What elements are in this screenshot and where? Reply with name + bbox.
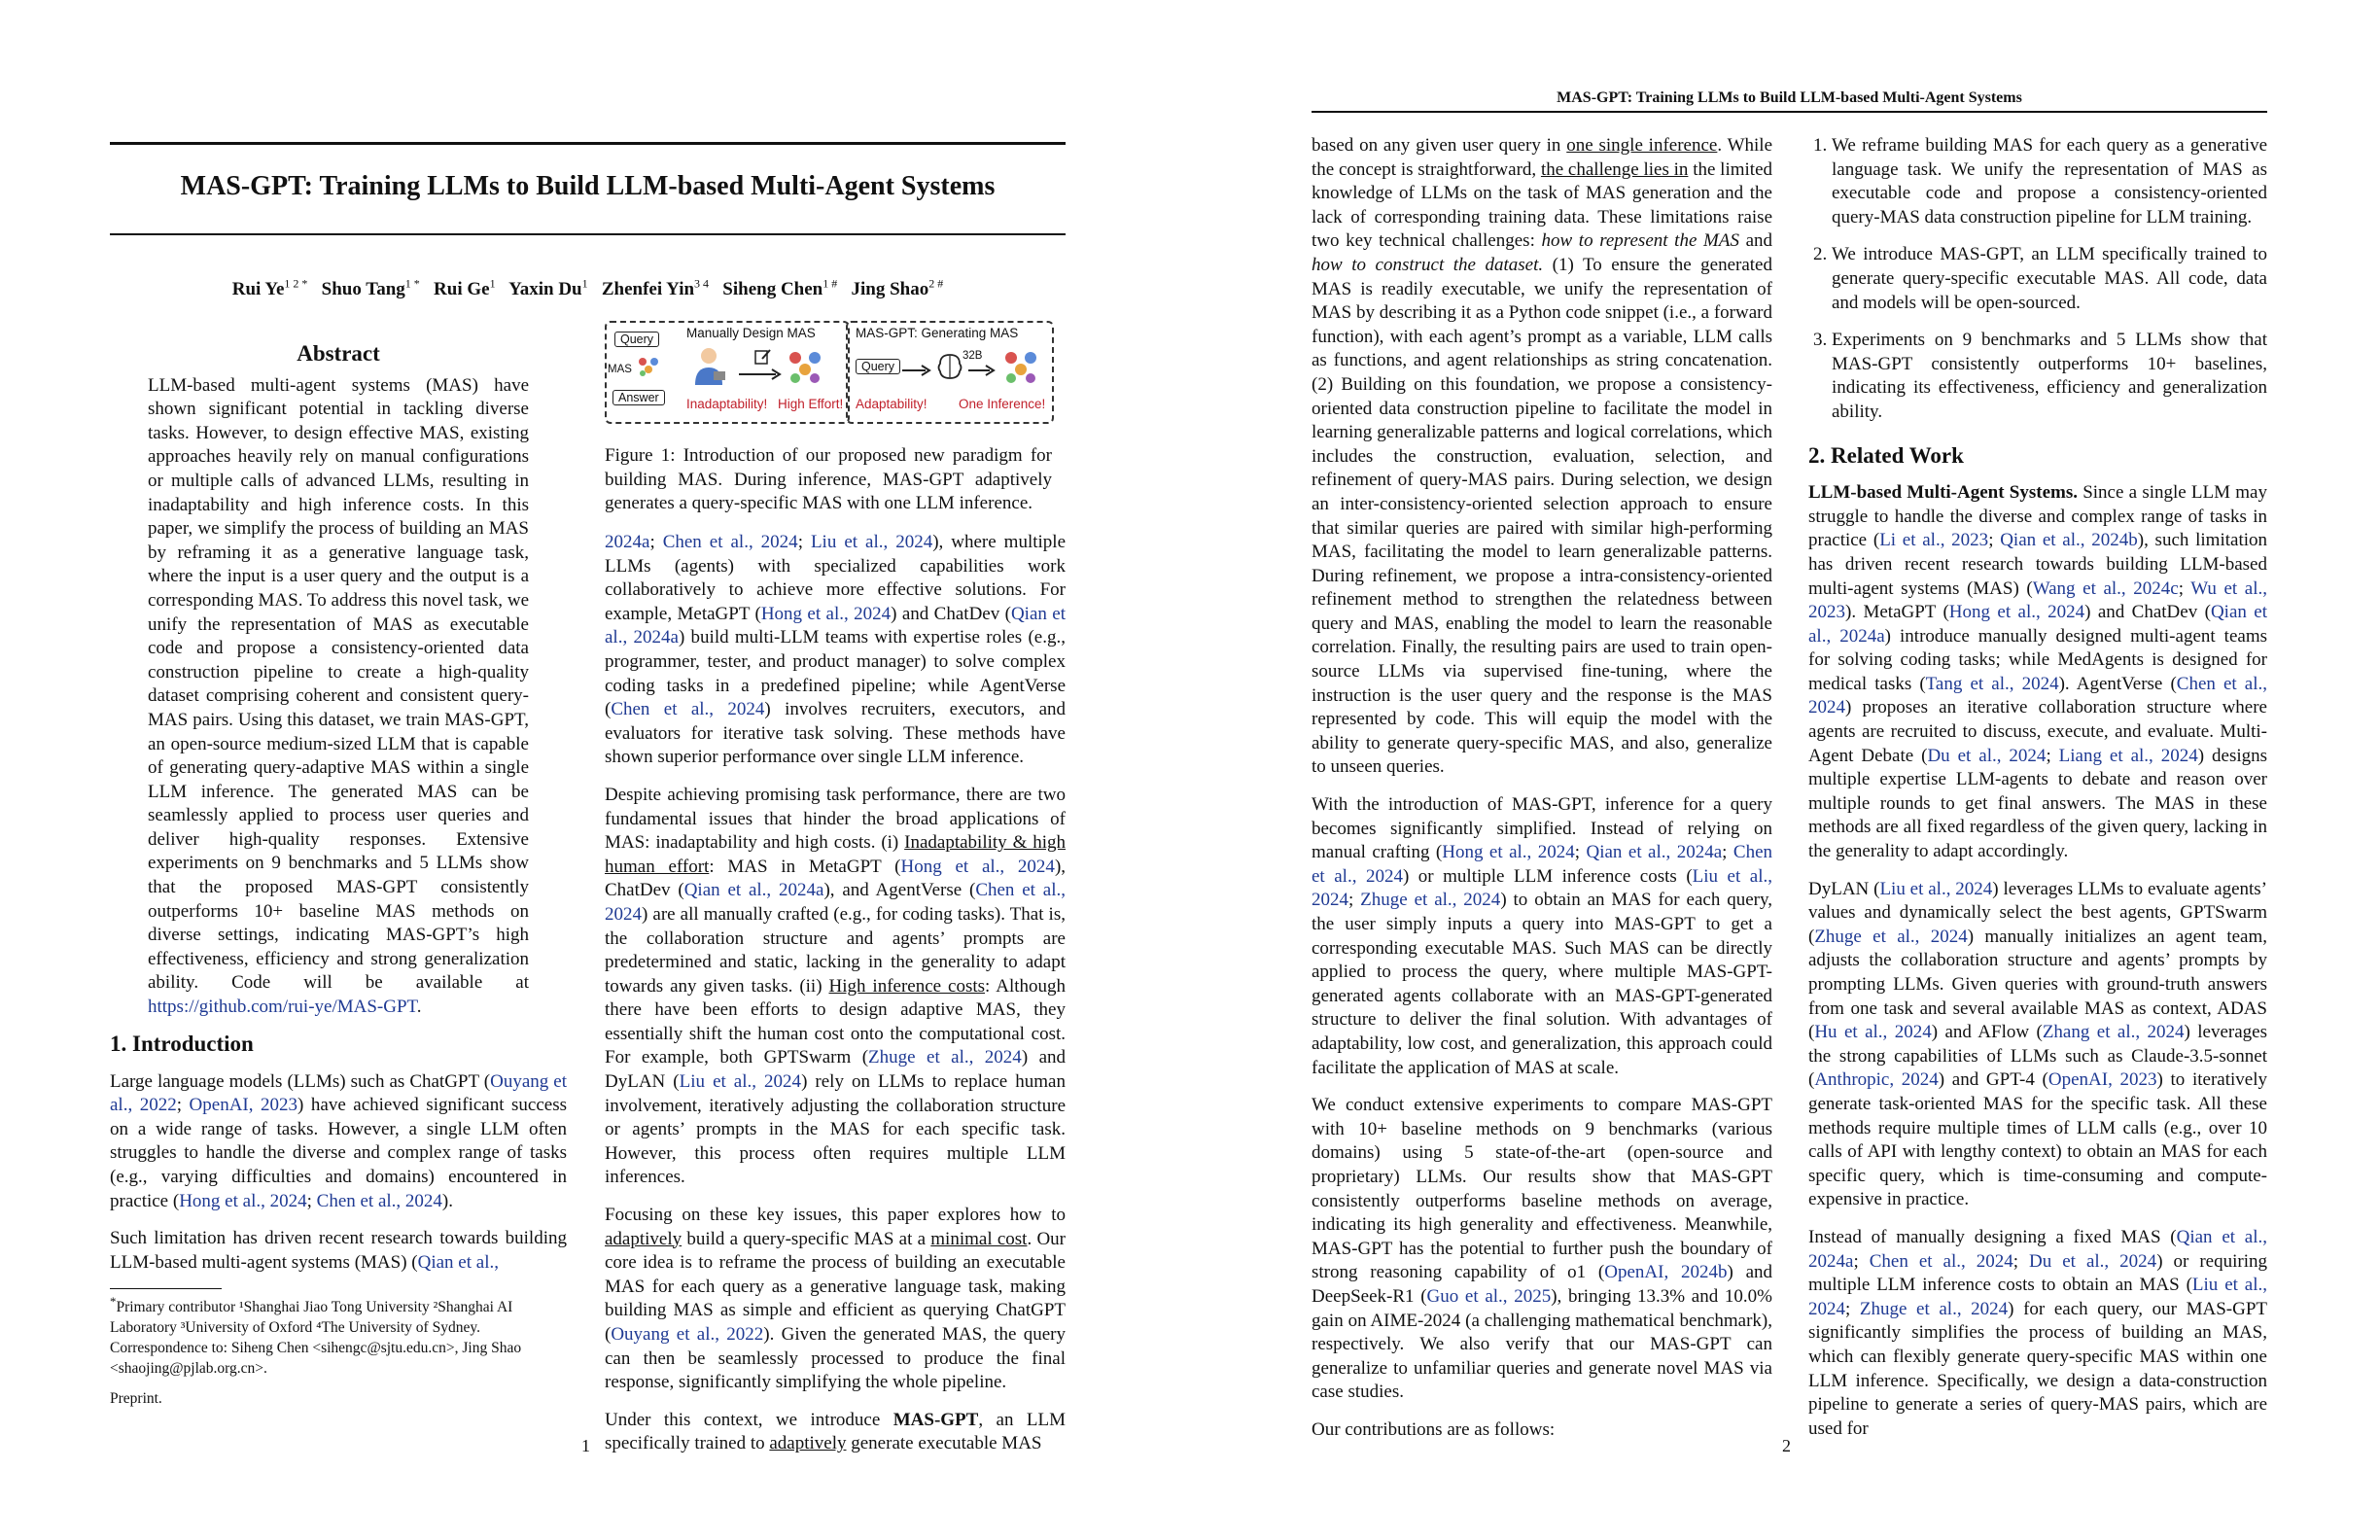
- citation[interactable]: Hong et al., 2024: [179, 1190, 307, 1211]
- page2-left-column: [1312, 134, 1772, 1455]
- list-item: 3. Experiments on 9 benchmarks and 5 LLMs show that MAS-GPT consistently outperforms 10+ baselines, indicating its effectiveness, efficiency and generalization ability.: [1832, 329, 2267, 424]
- body-paragraph: LLM-based Multi-Agent Systems. Since a single LLM may struggle to handle the diverse and complex range of tasks in practice (Li et al., 2023; Qian et al., 2024b), such limitation has driven recent research towards building LLM-based multi-agent systems (MAS) (Wang et al., 2024c; Wu et al., 2023). MetaGPT (Hong et al., 2024) and ChatDev (Qian et al., 2024a) introduce manually designed multi-agent teams for solving coding tasks; while MedAgents is designed for medical tasks (Tang et al., 2024). AgentVerse (Chen et al., 2024) proposes an iterative collaboration structure where agents are recruited to discuss, execute, and evaluate. Multi-Agent Debate (Du et al., 2024; Liang et al., 2024) designs multiple expertise LLM-agents to debate and reason over multiple rounds to get final answers. The MAS in these methods are all fixed regardless of the given query, lacking in the generality to adapt accordingly.: [1808, 482, 2268, 862]
- citation[interactable]: Zhuge et al., 2024: [1859, 1298, 2009, 1319]
- citation[interactable]: Liang et al., 2024: [2058, 745, 2198, 766]
- arrow-icon: [968, 364, 996, 381]
- author: Rui Ge$^1$: [434, 277, 496, 300]
- citation[interactable]: Du et al., 2024: [1927, 745, 2047, 766]
- citation[interactable]: Qian et al., 2024a: [1586, 842, 1723, 863]
- citation[interactable]: Guo et al., 2025: [1426, 1285, 1552, 1307]
- list-item: 1. We reframe building MAS for each query as a generative language task. We unify the representation of MAS as executable code and propose a consistency-oriented query-MAS data construction pipeline for LLM training.: [1832, 134, 2267, 229]
- citation[interactable]: Liu et al., 2024: [1808, 1275, 2268, 1319]
- citation[interactable]: Liu et al., 2024: [1879, 878, 1993, 899]
- author: Jing Shao$^{2 \#}$: [851, 277, 944, 300]
- citation[interactable]: Hong et al., 2024: [760, 603, 892, 624]
- figure-model-size: 32B: [962, 350, 983, 362]
- citation[interactable]: Chen et al., 2024: [605, 880, 1066, 925]
- citation[interactable]: Qian et al., 2024a: [1808, 1226, 2268, 1272]
- citation[interactable]: OpenAI, 2023: [189, 1095, 298, 1116]
- body-paragraph: Under this context, we introduce MAS-GPT, an LLM specifically trained to adaptively generate executable MAS: [605, 1409, 1066, 1454]
- body-paragraph: We conduct extensive experiments to compare MAS-GPT with 10+ baseline methods on 9 benchmarks (various domains) using 5 state-of-the-art (open-source and proprietary) LLMs. Our results show that MAS-GPT consistently outperforms baseline methods on average, indicating its high generality and effectiveness. Meanwhile, MAS-GPT has the potential to further push the boundary of strong reasoning capability of o1 (OpenAI, 2024b) and DeepSeek-R1 (Guo et al., 2025), bringing 13.3% and 10.0% gain on AIME-2024 (a challenging mathematical benchmark), respectively. We also verify that our MAS-GPT can generalize to unfamiliar queries and generate novel MAS via case studies.: [1312, 1095, 1773, 1403]
- citation[interactable]: Zhuge et al., 2024: [868, 1047, 1022, 1068]
- page1-right-column: [605, 531, 1066, 1470]
- citation[interactable]: Ouyang et al., 2022: [611, 1324, 764, 1345]
- figure-gpt-title: MAS-GPT: Generating MAS: [856, 326, 1019, 340]
- figure-answer-box: Answer: [612, 390, 665, 405]
- citation[interactable]: Tang et al., 2024: [1925, 673, 2059, 694]
- citation[interactable]: Hong et al., 2024: [1948, 602, 2085, 623]
- citation[interactable]: Du et al., 2024: [2029, 1250, 2157, 1272]
- citation[interactable]: Qian et al., 2024b: [2000, 530, 2138, 551]
- figure-caption: Figure 1: Introduction of our proposed new paradigm for building MAS. During inference, MAS-GPT adaptively generates a query-specific MAS with one LLM inference.: [605, 445, 1052, 514]
- body-paragraph: DyLAN (Liu et al., 2024) leverages LLMs to evaluate agents’ values and dynamically select the best agents, GPTSwarm (Zhuge et al., 2024) manually initializes an agent team, adjusts the collaboration structure and agents’ prompts by prompting LLMs. Given queries with ground-truth answers from one task and several available MAS as context, ADAS (Hu et al., 2024) and AFlow (Zhang et al., 2024) leverages the strong capabilities of LLMs such as Claude-3.5-sonnet (Anthropic, 2024) and GPT-4 (OpenAI, 2023) to iteratively generate task-oriented MAS for the specific task. All these methods require multiple times of LLM calls (e.g., over 10 calls of API with lengthy context) to obtain an MAS for each specific query, which is time-consuming and compute-expensive in practice.: [1808, 878, 2268, 1210]
- agents-icon: [637, 356, 660, 382]
- body-paragraph: Instead of manually designing a fixed MAS (Qian et al., 2024a; Chen et al., 2024; Du et al., 2024) or requiring multiple LLM inference costs to obtain an MAS (Liu et al., 2024; Zhuge et al., 2024) for each query, our MAS-GPT significantly simplifies the process of building an MAS, which can flexibly generate query-specific MAS within one LLM inference. Specifically, we design a data-construction pipeline to generate a series of query-MAS pairs, which are used for: [1808, 1226, 2268, 1439]
- author: Yaxin Du$^1$: [508, 277, 588, 300]
- author: Siheng Chen$^{1 \#}$: [722, 277, 838, 300]
- citation[interactable]: Chen et al., 2024: [662, 532, 798, 552]
- citation[interactable]: 2024a: [605, 532, 650, 552]
- citation[interactable]: Hong et al., 2024: [1442, 842, 1575, 863]
- citation[interactable]: Chen et al., 2024: [611, 699, 765, 720]
- body-paragraph: based on any given user query in one single inference. While the concept is straightforward, the challenge lies in the limited knowledge of LLMs on the task of MAS generation and the lack of corresponding training data. These limitations raise two key technical challenges: how to represent the MAS and how to construct the dataset. (1) To ensure the generated MAS is readily executable, we unify the representation of MAS by describing it as a Python code snippet (i.e., a forward function), with each agent’s prompt as a variable, LLM calls as functions, and agent relationships as string concatenation. (2) Building on this foundation, we propose a consistency-oriented data construction pipeline to facilitate the model in learning generalizable patterns and logical correlations, which includes the construction, evaluation, selection, and refinement of query-MAS pairs. During selection, we design an inter-consistency-oriented selection approach to ensure that similar queries are paired with similar high-performing MAS, facilitating the model to learn generalizable patterns. During refinement, we propose a intra-consistency-oriented refinement method to strengthen the relatedness between query and MAS, enabling the model to learn the reasonable correlation. Finally, the resulting pairs are used to train open-source LLMs via supervised fine-tuning, where the instruction is the user query and the response is the MAS represented by code. This will equip the model with the ability to generate query-specific MAS, and also, generalize to unseen queries.: [1312, 135, 1773, 778]
- arrow-icon: [739, 368, 782, 385]
- citation[interactable]: Liu et al., 2024: [679, 1071, 802, 1093]
- figure-one-inference: One Inference!: [959, 397, 1046, 411]
- abstract: [148, 342, 529, 1033]
- agents-icon: [1001, 350, 1040, 390]
- preprint-label: Preprint.: [110, 1390, 162, 1407]
- agents-icon: [786, 350, 824, 390]
- citation[interactable]: Zhang et al., 2024: [2042, 1022, 2185, 1043]
- contributions-list: [1808, 134, 2267, 425]
- abstract-body: LLM-based multi-agent systems (MAS) have shown significant potential in tackling diverse tasks. However, to design effective MAS, existing approaches heavily rely on manual configurations or multiple calls of advanced LLMs, resulting in inadaptability and high inference costs. In this paper, we simplify the process of building an MAS by reframing it as a generative language task, where the input is a user query and the output is a corresponding MAS. To address this novel task, we unify the representation of MAS as executable code and propose a consistency-oriented data construction pipeline to create a high-quality dataset comprising coherent and consistent query-MAS pairs. Using this dataset, we train MAS-GPT, an open-source medium-sized LLM that is capable of generating query-adaptive MAS within a single LLM inference. The generated MAS can be seamlessly applied to process user queries and deliver high-quality responses. Extensive experiments on 9 benchmarks and 5 LLMs show that the proposed MAS-GPT consistently outperforms 10+ baseline MAS methods on diverse settings, indicating MAS-GPT’s high effectiveness, efficiency and strong generalization ability. Code will be available at https://github.com/rui-ye/MAS-GPT.: [148, 374, 529, 1018]
- abstract-heading: Abstract: [297, 341, 380, 366]
- author: Rui $Ye^{1 2 *}$: [231, 277, 308, 300]
- title-top-rule: [110, 142, 1066, 145]
- related-work-heading: 2. Related Work: [1808, 442, 1964, 468]
- citation[interactable]: Hu et al., 2024: [1814, 1022, 1932, 1043]
- footnote-rule: [110, 1288, 222, 1289]
- citation[interactable]: Chen et al., 2024: [1808, 673, 2268, 718]
- body-paragraph: 2024a; Chen et al., 2024; Liu et al., 2024), where multiple LLMs (agents) with specialized capabilities work collaboratively to achieve more effective solutions. For example, MetaGPT (Hong et al., 2024) and ChatDev (Qian et al., 2024a) build multi-LLM teams with expertise roles (e.g., programmer, tester, and product manager) to solve complex coding tasks in a predefined pipeline; while AgentVerse (Chen et al., 2024) involves recruiters, executors, and evaluators for iterative task solving. These methods have shown superior performance over single LLM inference.: [605, 532, 1067, 768]
- citation[interactable]: Chen et al., 2024: [1312, 842, 1772, 887]
- citation[interactable]: Chen et al., 2024: [316, 1190, 442, 1211]
- citation[interactable]: Wu et al., 2023: [1808, 578, 2267, 623]
- citation[interactable]: Qian et al.,: [417, 1251, 499, 1273]
- intro-heading: 1. Introduction: [110, 1032, 254, 1056]
- citation[interactable]: Chen et al., 2024: [1869, 1250, 2013, 1272]
- citation[interactable]: OpenAI, 2023: [2048, 1069, 2157, 1091]
- body-paragraph: Our contributions are as follows:: [1312, 1418, 1556, 1440]
- author: Zhenfei Yin$^{3 4}$: [601, 277, 710, 300]
- footnote: *Primary contributor ¹Shanghai Jiao Tong University ²Shanghai AI Laboratory ³University of Oxford ⁴The University of Sydney. Correspondence to: Siheng Chen <sihengc@sjtu.edu.cn>, Jing Shao <shaojing@pjlab.org.cn>.: [110, 1294, 522, 1378]
- citation[interactable]: Zhuge et al., 2024: [1360, 890, 1501, 911]
- citation[interactable]: Hong et al., 2024: [900, 856, 1055, 877]
- running-head-rule: [1312, 111, 2267, 113]
- intro-paragraph: Such limitation has driven recent research towards building LLM-based multi-agent systems (MAS) (Qian et al.,: [110, 1228, 567, 1273]
- page2-right-column: [1808, 134, 2267, 1454]
- citation[interactable]: Wang et al., 2024c: [2032, 578, 2179, 599]
- citation[interactable]: Qian et al., 2024a: [1808, 602, 2267, 647]
- figure-manual-title: Manually Design MAS: [686, 326, 816, 340]
- body-paragraph: Despite achieving promising task performance, there are two fundamental issues that hinder the broad applications of MAS: inadaptability and high costs. (i) Inadaptability & high human effort: MAS in MetaGPT (Hong et al., 2024), ChatDev (Qian et al., 2024a), and AgentVerse (Chen et al., 2024) are all manually crafted (e.g., for coding tasks). That is, the collaboration structure and agents’ prompts are predetermined and static, lacking in the generality to adapt towards any given tasks. (ii) High inference costs: Although there have been efforts to design adaptive MAS, they essentially shift the human cost onto the computational cost. For example, both GPTSwarm (Zhuge et al., 2024) and DyLAN (Liu et al., 2024) rely on LLMs to replace human involvement, iteratively adjusting the collaboration structure or agents’ prompts in the MAS for each specific task. However, this process often requires multiple LLM inferences.: [605, 784, 1067, 1188]
- list-item: 2. We introduce MAS-GPT, an LLM specifically trained to generate query-specific executable MAS. All code, data and models will be open-sourced.: [1832, 243, 2267, 315]
- figure-high-effort: High Effort!: [778, 397, 844, 411]
- paper-title: MAS-GPT: Training LLMs to Build LLM-based Multi-Agent Systems: [180, 171, 996, 201]
- running-head: MAS-GPT: Training LLMs to Build LLM-based Multi-Agent Systems: [1557, 89, 2022, 106]
- figure-mas-label: MAS: [608, 364, 632, 375]
- figure-query-box: Query: [614, 332, 659, 347]
- arrow-icon: [902, 364, 931, 381]
- citation[interactable]: Qian et al., 2024a: [683, 880, 824, 901]
- citation[interactable]: Qian et al., 2024a: [605, 603, 1066, 648]
- body-paragraph: With the introduction of MAS-GPT, inference for a query becomes significantly simplified. Instead of relying on manual crafting (Hong et al., 2024; Qian et al., 2024a; Chen et al., 2024) or multiple LLM inference costs (Liu et al., 2024; Zhuge et al., 2024) to obtain an MAS for each query, the user simply inputs a query into MAS-GPT to get a corresponding executable MAS. Such MAS can be directly applied to process the query, where multiple MAS-GPT-generated agents collaborate with an MAS-GPT-generated structure to deliver the final solution. With advantages of adaptability, low cost, and generalization, this approach could facilitate the application of MAS at scale.: [1312, 794, 1772, 1078]
- figure-inadaptability: Inadaptability!: [686, 397, 768, 411]
- citation[interactable]: OpenAI, 2024b: [1604, 1262, 1728, 1283]
- citation[interactable]: Liu et al., 2024: [1312, 865, 1772, 911]
- figure-gpt-query-box: Query: [856, 359, 900, 374]
- page-number: 1: [581, 1436, 590, 1455]
- citation[interactable]: Ouyang et al., 2022: [110, 1070, 567, 1116]
- citation[interactable]: Anthropic, 2024: [1814, 1069, 1939, 1091]
- author-list: [110, 277, 1066, 300]
- citation[interactable]: Liu et al., 2024: [810, 532, 933, 552]
- author: Shuo Tang$^{1 *}$: [321, 277, 420, 300]
- person-icon: [692, 346, 725, 390]
- page-number: 2: [1782, 1436, 1791, 1455]
- intro-column: [110, 1032, 567, 1288]
- citation[interactable]: Li et al., 2023: [1879, 530, 1989, 551]
- body-paragraph: Focusing on these key issues, this paper explores how to adaptively build a query-specific MAS at a minimal cost. Our core idea is to reframe the process of building an executable MAS for each query as a generative language task, making building MAS as simple and efficient as querying ChatGPT (Ouyang et al., 2022). Given the generated MAS, the query can then be seamlessly processed to produce the final response, significantly simplifying the whole pipeline.: [605, 1205, 1066, 1393]
- intro-paragraph: Large language models (LLMs) such as ChatGPT (Ouyang et al., 2022; OpenAI, 2023) have achieved significant success on a wide range of tasks. However, a single LLM often struggles to handle the diverse and complex range of tasks (e.g., varying difficulties and domains) encountered in practice (Hong et al., 2024; Chen et al., 2024).: [110, 1070, 568, 1211]
- page-2: [1190, 0, 2380, 1540]
- citation[interactable]: Zhuge et al., 2024: [1814, 926, 1968, 947]
- brain-icon: [935, 352, 964, 386]
- figure-adaptability: Adaptability!: [856, 397, 928, 411]
- title-bottom-rule: [110, 233, 1066, 235]
- code-link[interactable]: https://github.com/rui-ye/MAS-GPT: [148, 997, 417, 1018]
